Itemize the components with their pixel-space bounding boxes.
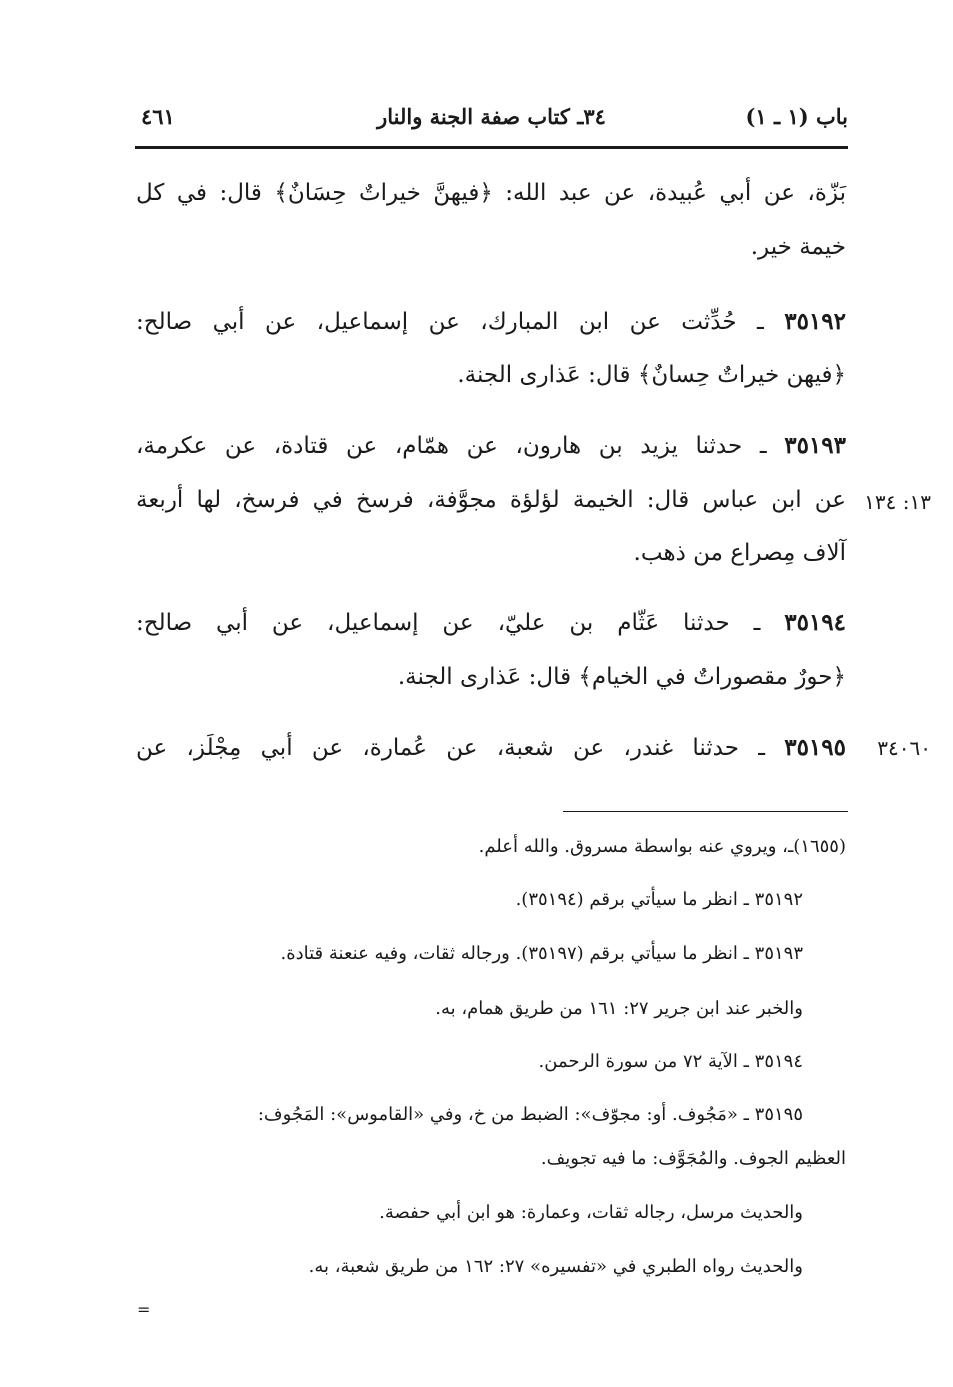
text-line: ﴿حورٌ مقصوراتٌ في الخيام﴾ قال: عَذارى الجنة. bbox=[397, 664, 846, 690]
hadith-number: ٣٥١٩٢ bbox=[784, 308, 846, 335]
footnote-line: العظيم الجوف. والمُجَوَّف: ما فيه تجويف. bbox=[540, 1148, 846, 1169]
footnote-rule bbox=[563, 811, 848, 812]
text-line: ـ حدثنا عَثّام بن عليّ، عن إسماعيل، عن أبي صالح: bbox=[136, 610, 785, 636]
page-number: ٤٦١ bbox=[141, 104, 175, 129]
footnote-line: ٣٥١٩٢ ـ انظر ما سيأتي برقم (٣٥١٩٤). bbox=[515, 889, 803, 910]
text-line: بَزّة، عن أبي عُبيدة، عن عبد الله: ﴿فيهنَّ خيراتٌ حِسَانٌ﴾ قال: في كل bbox=[136, 180, 846, 206]
footnote-line: والخبر عند ابن جرير ٢٧: ١٦١ من طريق همام، به. bbox=[435, 998, 803, 1019]
footnote-line: (١٦٥٥)ـ، ويروي عنه بواسطة مسروق. والله أعلم. bbox=[478, 836, 846, 857]
text-line: ـ حدثنا يزيد بن هارون، عن همّام، عن قتادة، عن عكرمة، bbox=[136, 433, 785, 459]
hadith-35192 bbox=[136, 308, 846, 335]
hadith-35193 bbox=[136, 432, 846, 459]
margin-reference: ٣٤٠٦٠ bbox=[877, 736, 931, 760]
text-line: ـ حُدِّثت عن ابن المبارك، عن إسماعيل، عن أبي صالح: bbox=[136, 309, 785, 335]
footnote-line: ٣٥١٩٥ ـ «مَجُوف. أو: مجوّف»: الضبط من خ، وفي «القاموس»: المَجُوف: bbox=[257, 1104, 803, 1125]
hadith-35194 bbox=[136, 609, 846, 636]
footnote-line: والحديث مرسل، رجاله ثقات، وعمارة: هو ابن أبي حفصة. bbox=[379, 1202, 803, 1223]
text-line: آلاف مِصراع من ذهب. bbox=[633, 540, 846, 566]
footnote-line: ٣٥١٩٤ ـ الآية ٧٢ من سورة الرحمن. bbox=[538, 1051, 803, 1072]
hadith-35195 bbox=[136, 734, 846, 761]
text-line: خيمة خير. bbox=[750, 234, 846, 260]
margin-reference: ١٣: ١٣٤ bbox=[864, 490, 931, 514]
header-rule bbox=[135, 146, 848, 149]
page-header bbox=[135, 100, 848, 144]
hadith-number: ٣٥١٩٥ bbox=[784, 734, 846, 761]
text-line: ﴿فيهن خيراتٌ حِسانٌ﴾ قال: عَذارى الجنة. bbox=[457, 362, 846, 388]
book-title: ٣٤ـ كتاب صفة الجنة والنار bbox=[377, 104, 606, 129]
hadith-number: ٣٥١٩٤ bbox=[784, 609, 846, 636]
footnote-line: والحديث رواه الطبري في «تفسيره» ٢٧: ١٦٢ من طريق شعبة، به. bbox=[308, 1256, 803, 1277]
chapter-heading: باب (١ ـ ١) bbox=[745, 104, 848, 129]
footnote-line: ٣٥١٩٣ ـ انظر ما سيأتي برقم (٣٥١٩٧). ورجاله ثقات، وفيه عنعنة قتادة. bbox=[280, 943, 803, 964]
continuation-mark: = bbox=[137, 1300, 151, 1319]
text-line: عن ابن عباس قال: الخيمة لؤلؤة مجوَّفة، فرسخ في فرسخ، لها أربعة bbox=[136, 487, 846, 513]
text-line: ـ حدثنا غندر، عن شعبة، عن عُمارة، عن أبي مِجْلَز، عن bbox=[136, 735, 785, 761]
hadith-number: ٣٥١٩٣ bbox=[784, 432, 846, 459]
